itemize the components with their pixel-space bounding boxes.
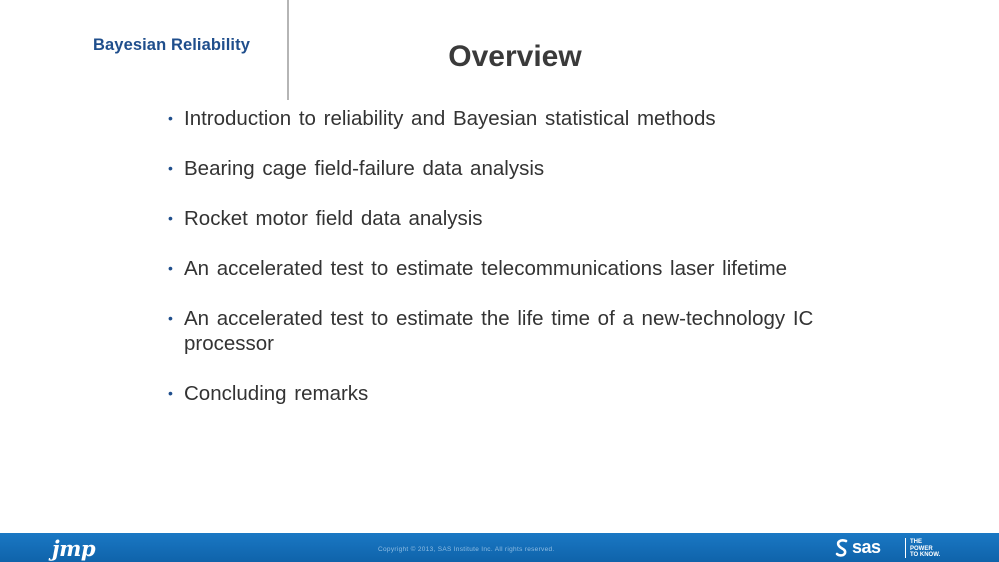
bullet-marker: • <box>168 110 173 126</box>
bullet-item <box>168 306 828 356</box>
jmp-logo: jmp <box>52 536 96 561</box>
bullet-text: Introduction to reliability and Bayesian statistical methods <box>184 107 716 130</box>
bullet-item <box>168 156 828 181</box>
bullet-text: An accelerated test to estimate telecommunications laser lifetime <box>184 257 788 280</box>
bullet-item <box>168 256 828 281</box>
bullet-item <box>168 381 828 406</box>
tagline-line: TO KNOW. <box>910 552 941 558</box>
bullet-text: Concluding remarks <box>184 382 369 405</box>
header-divider <box>287 0 289 100</box>
bullet-text: An accelerated test to estimate the life time of a new-technology IC processor <box>184 307 814 355</box>
slide-title: Overview <box>448 40 582 73</box>
footer-bar <box>0 533 999 562</box>
bullet-text: Bearing cage field-failure data analysis <box>184 157 545 180</box>
section-title: Bayesian Reliability <box>93 36 250 54</box>
footer-divider <box>905 538 906 558</box>
bullet-marker: • <box>168 385 173 401</box>
bullet-text: Rocket motor field data analysis <box>184 207 483 230</box>
sas-swirl-icon <box>832 538 852 558</box>
tagline-line: POWER <box>910 545 933 552</box>
bullet-item <box>168 106 828 131</box>
tagline-line: THE <box>910 539 922 545</box>
bullet-marker: • <box>168 160 173 176</box>
tagline <box>910 539 940 559</box>
bullet-marker: • <box>168 260 173 276</box>
bullet-marker: • <box>168 210 173 226</box>
copyright-notice: Copyright © 2013, SAS Institute Inc. All rights reserved. <box>378 546 555 553</box>
sas-wordmark: sas <box>852 537 881 557</box>
sas-logo <box>832 537 902 559</box>
bullet-marker: • <box>168 310 173 326</box>
bullet-list <box>168 106 828 431</box>
bullet-item <box>168 206 828 231</box>
